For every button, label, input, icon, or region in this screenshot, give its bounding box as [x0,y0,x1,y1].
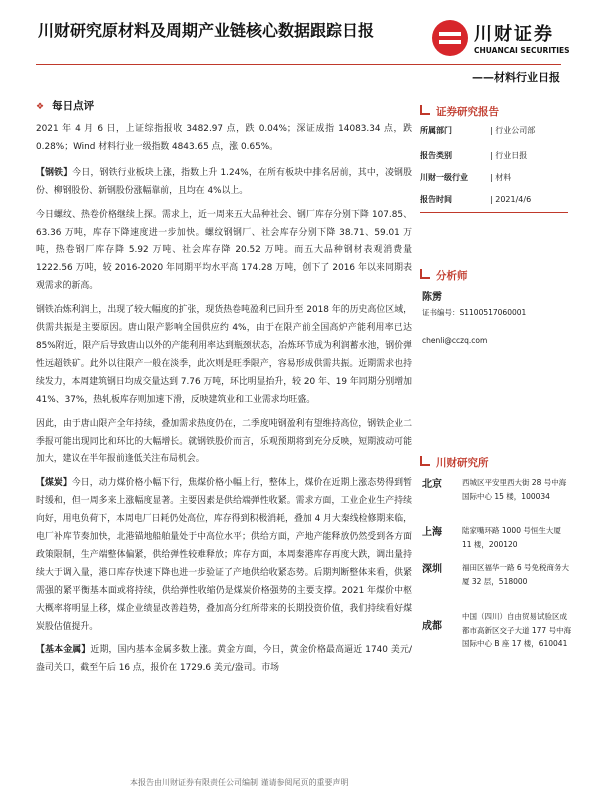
paragraph: 今日螺纹、热卷价格继续上探。需求上，近一周来五大品种社会、钢厂库存分别下降 107.85、63.36 万吨，库存下降速度进一步加快。螺纹钢钢厂、社会库存分别下降 38.71、59.01 万吨，热卷钢厂库存降 5.92 万吨、社会库存降 20.52 万吨。而五大品种钢材表观消费量 1222.56 万吨，较 2016-2020 年同期平均水平高 174.28 万吨，创下了 2016 年以来同期表观需求的新高。 [36,209,412,292]
report-subtitle: ——材料行业日报 [472,71,560,84]
info-row: 报告类别 | 行业日报 [420,151,528,160]
logo-icon [432,20,468,56]
address-city: 北京 [422,479,442,490]
footer-disclaimer: 本报告由川财证券有限责任公司编制 谨请参阅尾页的重要声明 [130,778,349,787]
report-heading: 证券研究报告 [420,104,570,119]
address-city: 成都 [422,621,442,632]
address-city: 上海 [422,527,442,538]
analyst-heading: 分析师 [420,268,570,283]
corner-icon [420,456,430,466]
paragraph: 钢铁冶炼利润上，出现了较大幅度的扩张，现货热卷吨盈利已回升至 2018 年的历史高位区域，供需共振是主要原因。唐山限产影响全国供应约 4%，由于在限产前全国高炉产能利用率已达 85%附近，限产后导致唐山以外的产能利用率达到瓶颈状态，冶炼环节成为利润蓄水池，钢价弹性远超铁矿。此外以往限产一般在淡季，此次则是旺季限产，容易形成供需共振。近期需求也持续发力，本周建筑钢日均成交量达到 7.76 万吨，环比明显抬升，较 20 年、19 年同期分别增加 41%、37%，热轧板库存则加速下滑，反映建筑业和工业需求均旺盛。 [36,305,412,405]
info-row: 川财一级行业 | 材料 [420,173,512,182]
cert-number: 证书编号：S1100517060001 [422,308,527,317]
corner-icon [420,269,430,279]
paragraph: 【钢铁】今日，钢铁行业板块上涨，指数上升 1.24%，在所有板块中排名居前，其中，凌钢股份、柳钢股份、新钢股份涨幅靠前，且均在 4%以上。 [36,167,412,196]
company-heading: 川财研究所 [420,455,570,470]
diamond-icon: ❖ [36,102,45,112]
header-divider [36,64,561,65]
corner-icon [420,105,430,115]
address-city: 深圳 [422,564,442,575]
address-text: 中国（四川）自由贸易试验区成都市高新区交子大道 177 号中海国际中心 B 座 17 楼，610041 [462,612,572,648]
logo-name: 川财证券 [474,24,554,45]
logo-english: CHUANCAI SECURITIES [474,46,570,55]
paragraph: 【煤炭】今日，动力煤价格小幅下行，焦煤价格小幅上行，整体上，煤价在近期上涨态势得到暂时缓和，但一周多来上涨幅度显著。主要因素是供给端弹性收紧。需求方面，工业企业生产持续向好，用电负荷下，本周电厂日耗仍处高位，库存得到积极消耗，叠加 4 月大秦线检修期来临，电厂补库节奏加快，北港锚地船舶量处于中高位水平；供给方面，产地产能释放仍然受到各方面政策限制，生产端整体偏紧，供给弹性较难释放；库存方面，本周秦港库存再度大跌，调出量持续大于调入量，港口库存快速下降也进一步验证了产地供给收紧态势。后期判断整体来看，供紧需强的紧平衡基本面或将持续，供给弹性收缩仍是煤炭价格强势的主要支撑。2021 年煤价中枢大概率将明显上移，煤企业绩显改善趋势，叠加高分红所带来的长期投资价值，我们持续看好煤炭股估值提升。 [36,478,413,632]
paragraph: 因此，由于唐山限产全年持续，叠加需求热度仍在，二季度吨钢盈利有望维持高位，钢铁企业二季报可能出现同比和环比的大幅增长。就钢铁股价而言，乐观预期将到充分反映，短期波动可能加大，建议在半年报前逢低关注布局机会。 [36,418,412,465]
section-heading: ❖ 每日点评 [36,100,95,112]
main-body [36,121,412,684]
address-text: 西城区平安里西大街 28 号中海国际中心 15 楼，100034 [462,478,567,501]
info-row: 所属部门 | 行业公司部 [420,126,536,135]
address-text: 福田区福华一路 6 号免税商务大厦 32 层，518000 [462,563,570,586]
paragraph: 2021 年 4 月 6 日，上证综指报收 3482.97 点，跌 0.04%；深证成指 14083.34 点，跌 0.28%；Wind 材料行业一级指数 4843.65 点，涨 0.65%。 [36,124,412,152]
sidebar-divider [420,212,568,213]
analyst-name: 陈雳 [422,292,442,303]
info-row: 报告时间 | 2021/4/6 [420,195,532,204]
paragraph: 【基本金属】近期，国内基本金属多数上涨。黄金方面，今日，黄金价格最高逼近 1740 美元/盎司关口，截至午后 16 点，报价在 1729.6 美元/盎司。市场 [36,645,413,674]
analyst-email[interactable]: chenli@cczq.com [422,336,488,345]
report-title: 川财研究原材料及周期产业链核心数据跟踪日报 [38,21,375,40]
address-text: 陆家嘴环路 1000 号恒生大厦 11 楼，200120 [462,526,561,549]
